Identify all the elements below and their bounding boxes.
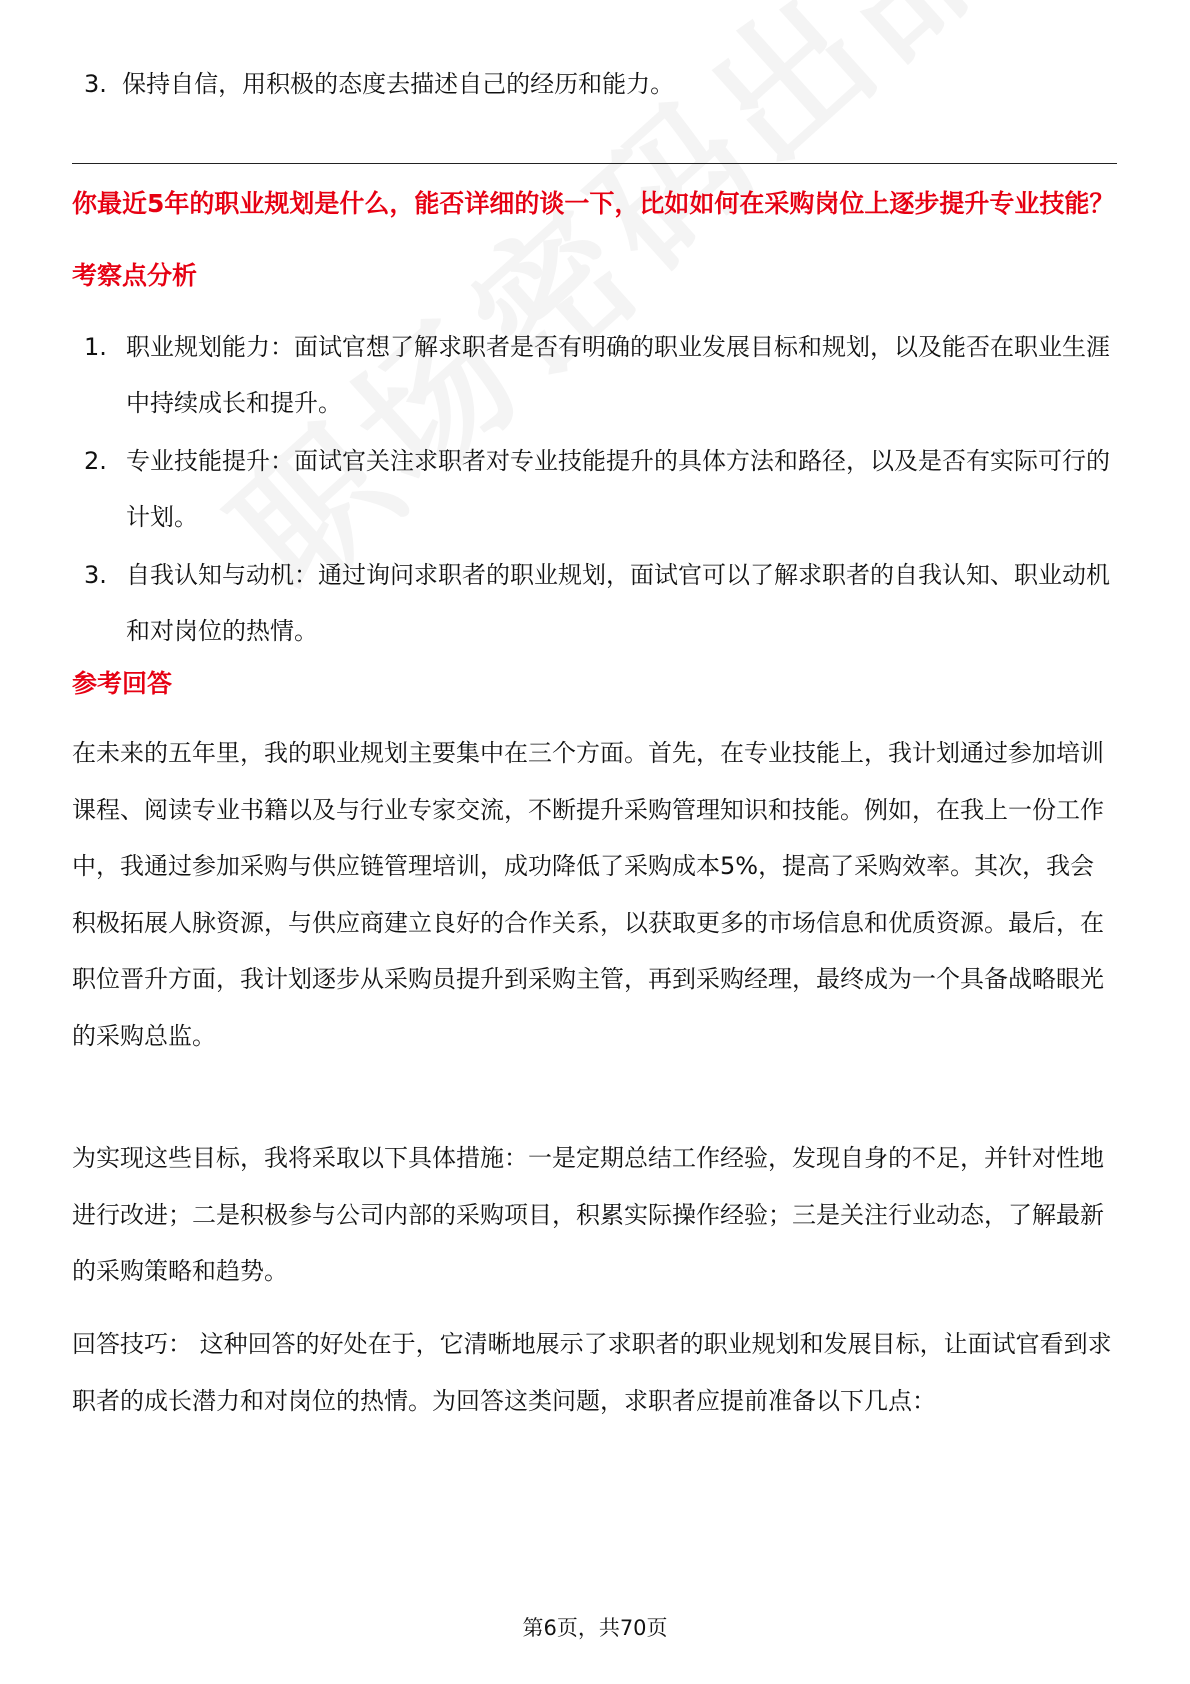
list-item <box>84 433 1124 545</box>
analysis-heading: 考察点分析 <box>72 261 198 290</box>
question-title: 你最近5年的职业规划是什么，能否详细的谈一下，比如如何在采购岗位上逐步提升专业技能？ <box>72 189 1115 218</box>
answer-tips-paragraph: 回答技巧： 这种回答的好处在于，它清晰地展示了求职者的职业规划和发展目标，让面试官看到求职者的成长潜力和对岗位的热情。为回答这类问题，求职者应提前准备以下几点： <box>72 1330 1112 1415</box>
list-item-text: 自我认知与动机：通过询问求职者的职业规划，面试官可以了解求职者的自我认知、职业动机和对岗位的热情。 <box>126 561 1110 645</box>
analysis-list <box>84 319 1124 661</box>
list-item-number: 1. <box>84 333 107 361</box>
list-item-text: 职业规划能力：面试官想了解求职者是否有明确的职业发展目标和规划，以及能否在职业生涯中持续成长和提升。 <box>126 333 1110 417</box>
list-item-text: 专业技能提升：面试官关注求职者对专业技能提升的具体方法和路径，以及是否有实际可行的计划。 <box>126 447 1110 531</box>
list-item-top <box>84 64 674 104</box>
list-item-text: 保持自信，用积极的态度去描述自己的经历和能力。 <box>122 70 675 98</box>
list-item-number: 3. <box>84 561 107 589</box>
list-item <box>84 547 1124 659</box>
list-item-number: 2. <box>84 447 107 475</box>
answer-heading: 参考回答 <box>72 669 173 698</box>
answer-paragraph: 为实现这些目标，我将采取以下具体措施：一是定期总结工作经验，发现自身的不足，并针对性地进行改进；二是积极参与公司内部的采购项目，积累实际操作经验；三是关注行业动态，了解最新的采购策略和趋势。 <box>72 1144 1104 1285</box>
list-item-number: 3. <box>84 70 107 98</box>
section-divider <box>72 163 1117 164</box>
page-number: 第6页，共70页 <box>522 1616 668 1640</box>
list-item <box>84 319 1124 431</box>
answer-paragraph: 在未来的五年里，我的职业规划主要集中在三个方面。首先，在专业技能上，我计划通过参加培训课程、阅读专业书籍以及与行业专家交流，不断提升采购管理知识和技能。例如，在我上一份工作中，我通过参加采购与供应链管理培训，成功降低了采购成本5%，提高了采购效率。其次，我会积极拓展人脉资源，与供应商建立良好的合作关系，以获取更多的市场信息和优质资源。最后，在职位晋升方面，我计划逐步从采购员提升到采购主管，再到采购经理，最终成为一个具备战略眼光的采购总监。 <box>72 739 1104 1050</box>
